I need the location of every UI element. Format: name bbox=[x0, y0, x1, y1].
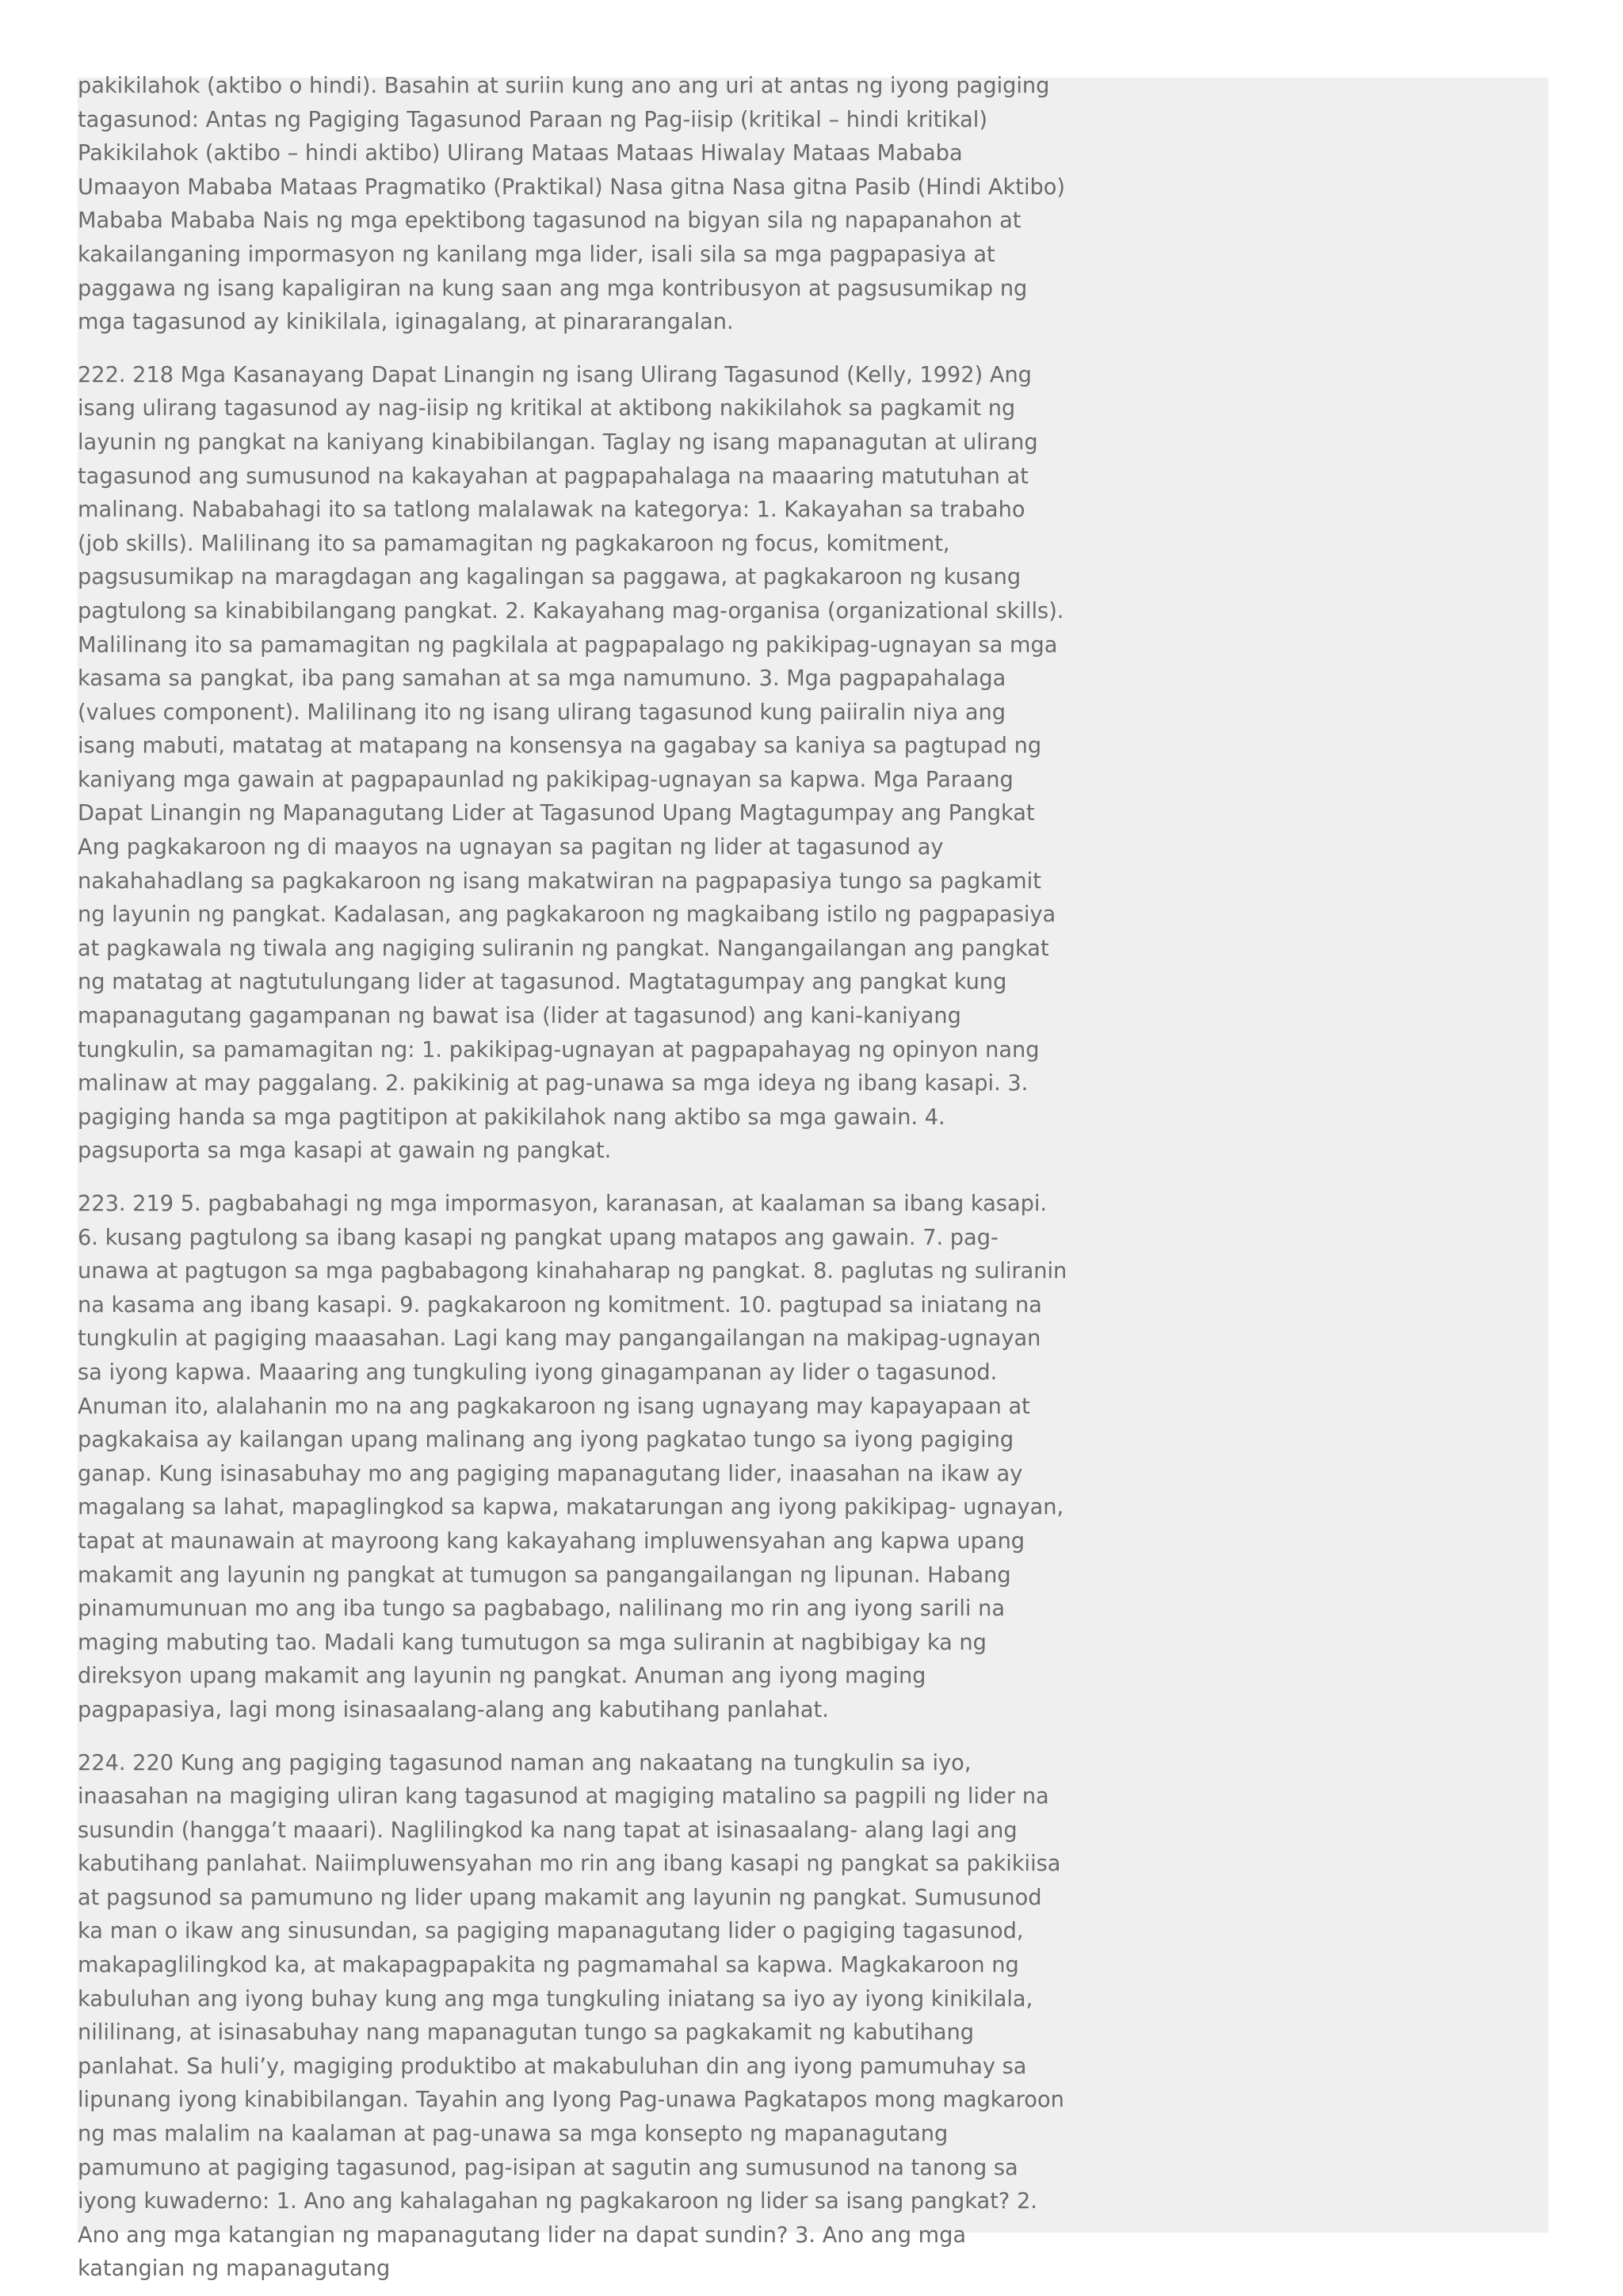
paragraph-2: 222. 218 Mga Kasanayang Dapat Linangin ng isang Ulirang Tagasunod (Kelly, 1992) Ang isang ulirang tagasunod ay nag-iisip ng kritikal at aktibong nakikilahok sa pagkamit ng layunin ng pangkat na kaniyang kinabibilangan. Taglay ng isang mapanagutan at ulirang tagasunod ang sumusunod na kakayahan at pagpapahalaga na maaaring matutuhan at malinang. Nababahagi ito sa tatlong malalawak na kategorya: 1. Kakayahan sa trabaho (job skills). Malilinang ito sa pamamagitan ng pagkakaroon ng focus, komitment, pagsusumikap na maragdagan ang kagalingan sa paggawa, at pagkakaroon ng kusang pagtulong sa kinabibilangang pangkat. 2. Kakayahang mag-organisa (organizational skills). Malilinang ito sa pamamagitan ng pagkilala at pagpapalago ng pakikipag-ugnayan sa mga kasama sa pangkat, iba pang samahan at sa mga namumuno. 3. Mga pagpapahalaga (values component). Malilinang ito ng isang ulirang tagasunod kung paiiralin niya ang isang mabuti, matatag at matapang na konsensya na gagabay sa kaniya sa pagtupad ng kaniyang mga gawain at pagpapaunlad ng pakikipag-ugnayan sa kapwa. Mga Paraang Dapat Linangin ng Mapanagutang Lider at Tagasunod Upang Magtagumpay ang Pangkat Ang pagkakaroon ng di maayos na ugnayan sa pagitan ng lider at tagasunod ay nakahahadlang sa pagkakaroon ng isang makatwiran na pagpapasiya tungo sa pagkamit ng layunin ng pangkat. Kadalasan, ang pagkakaroon ng magkaibang istilo ng pagpapasiya at pagkawala ng tiwala ang nagiging suliranin ng pangkat. Nangangailangan ang pangkat ng matatag at nagtutulungang lider at tagasunod. Magtatagumpay ang pangkat kung mapanagutang gagampanan ng bawat isa (lider at tagasunod) ang kani-kaniyang tungkulin, sa pamamagitan ng: 1. pakikipag-ugnayan at pagpapahayag ng opinyon nang malinaw at may paggalang. 2. pakikinig at pag-unawa sa mga ideya ng ibang kasapi. 3. pagiging handa sa mga pagtitipon at pakikilahok nang aktibo sa mga gawain. 4. pagsuporta sa mga kasapi at gawain ng pangkat. bbox=[78, 362, 1064, 1164]
paragraph-3: 223. 219 5. pagbabahagi ng mga impormasyon, karanasan, at kaalaman sa ibang kasapi. 6. kusang pagtulong sa ibang kasapi ng pangkat upang matapos ang gawain. 7. pag-unawa at pagtugon sa mga pagbabagong kinahaharap ng pangkat. 8. paglutas ng suliranin na kasama ang ibang kasapi. 9. pagkakaroon ng komitment. 10. pagtupad sa iniatang na tungkulin at pagiging maaasahan. Lagi kang may pangangailangan na makipag-ugnayan sa iyong kapwa. Maaaring ang tungkuling iyong ginagampanan ay lider o tagasunod. Anuman ito, alalahanin mo na ang pagkakaroon ng isang ugnayang may kapayapaan at pagkakaisa ay kailangan upang malinang ang iyong pagkatao tungo sa iyong pagiging ganap. Kung isinasabuhay mo ang pagiging mapanagutang lider, inaasahan na ikaw ay magalang sa lahat, mapaglingkod sa kapwa, makatarungan ang iyong pakikipag- ugnayan, tapat at maunawain at mayroong kang kakayahang impluwensyahan ang kapwa upang makamit ang layunin ng pangkat at tumugon sa pangangailangan ng lipunan. Habang pinamumunuan mo ang iba tungo sa pagbabago, nalilinang mo rin ang iyong sarili na maging mabuting tao. Madali kang tumutugon sa mga suliranin at nagbibigay ka ng direksyon upang makamit ang layunin ng pangkat. Anuman ang iyong maging pagpapasiya, lagi mong isinasaalang-alang ang kabutihang panlahat. bbox=[78, 1192, 1067, 1722]
document-text bbox=[78, 70, 1068, 2286]
paragraph-4: 224. 220 Kung ang pagiging tagasunod naman ang nakaatang na tungkulin sa iyo, inaasahan na magiging uliran kang tagasunod at magiging matalino sa pagpili ng lider na susundin (hangga’t maaari). Naglilingkod ka nang tapat at isinasaalang- alang lagi ang kabutihang panlahat. Naiimpluwensyahan mo rin ang ibang kasapi ng pangkat sa pakikiisa at pagsunod sa pamumuno ng lider upang makamit ang layunin ng pangkat. Sumusunod ka man o ikaw ang sinusundan, sa pagiging mapanagutang lider o pagiging tagasunod, makapaglilingkod ka, at makapagpapakita ng pagmamahal sa kapwa. Magkakaroon ng kabuluhan ang iyong buhay kung ang mga tungkuling iniatang sa iyo ay iyong kinikilala, nililinang, at isinasabuhay nang mapanagutan tungo sa pagkakamit ng kabutihang panlahat. Sa huli’y, magiging produktibo at makabuluhan din ang iyong pamumuhay sa lipunang iyong kinabibilangan. Tayahin ang Iyong Pag-unawa Pagkatapos mong magkaroon ng mas malalim na kaalaman at pag-unawa sa mga konsepto ng mapanagutang pamumuno at pagiging tagasunod, pag-isipan at sagutin ang sumusunod na tanong sa iyong kuwaderno: 1. Ano ang kahalagahan ng pagkakaroon ng lider sa isang pangkat? 2. Ano ang mga katangian ng mapanagutang lider na dapat sundin? 3. Ano ang mga katangian ng mapanagutang bbox=[78, 1750, 1064, 2282]
paragraph-1: pakikilahok (aktibo o hindi). Basahin at suriin kung ano ang uri at antas ng iyong pagiging tagasunod: Antas ng Pagiging Tagasunod Paraan ng Pag-iisip (kritikal – hindi kritikal) Pakikilahok (aktibo – hindi aktibo) Ulirang Mataas Mataas Hiwalay Mataas Mababa Umaayon Mababa Mataas Pragmatiko (Praktikal) Nasa gitna Nasa gitna Pasib (Hindi Aktibo) Mababa Mababa Nais ng mga epektibong tagasunod na bigyan sila ng napapanahon at kakailanganing impormasyon ng kanilang mga lider, isali sila sa mga pagpapasiya at paggawa ng isang kapaligiran na kung saan ang mga kontribusyon at pagsusumikap ng mga tagasunod ay kinikilala, iginagalang, at pinararangalan. bbox=[78, 74, 1066, 335]
document-page bbox=[78, 74, 1549, 2282]
